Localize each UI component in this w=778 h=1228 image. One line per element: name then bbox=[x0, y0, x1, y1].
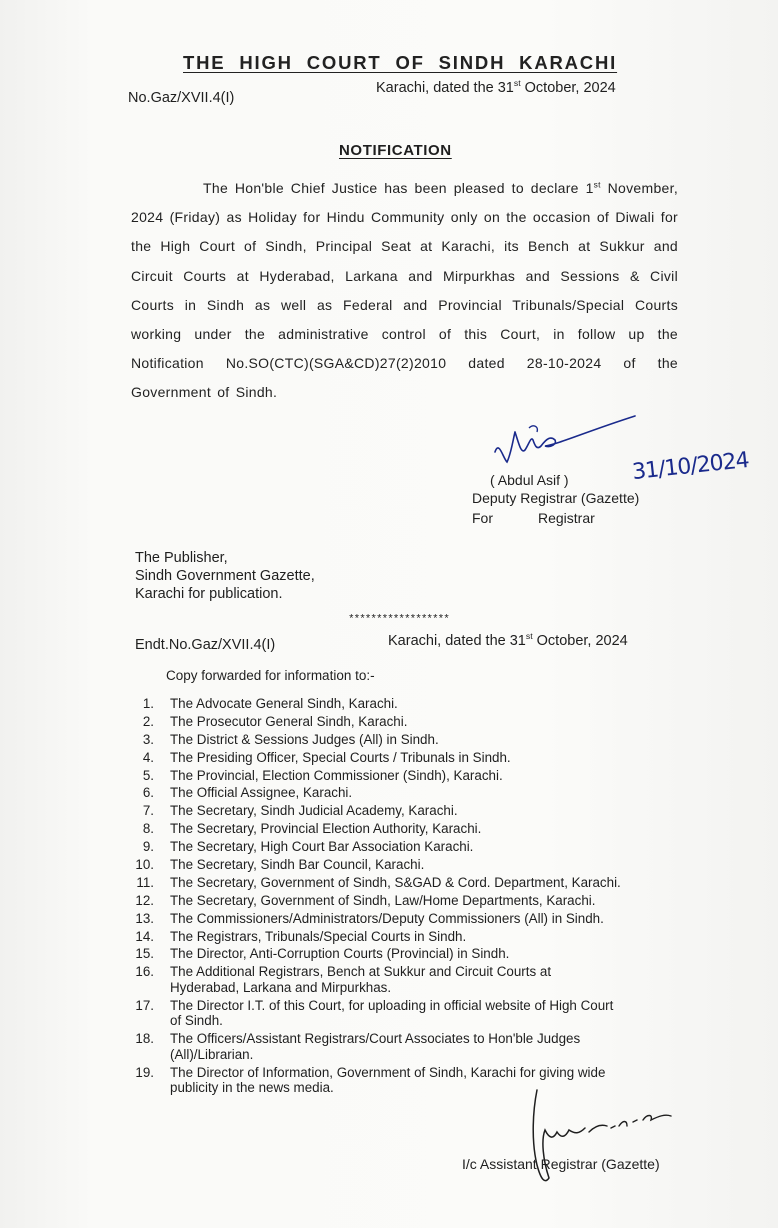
distribution-item-text: The Secretary, High Court Bar Association Karachi. bbox=[170, 839, 474, 855]
distribution-item-number: 5. bbox=[142, 767, 154, 783]
document-title: THE HIGH COURT OF SINDH KARACHI bbox=[183, 52, 618, 73]
distribution-item-text: The Secretary, Provincial Election Authority, Karachi. bbox=[170, 821, 482, 837]
signature-assistant-registrar bbox=[515, 1080, 685, 1190]
distribution-item-text: The Director of Information, Government of Sindh, Karachi for giving wide bbox=[170, 1064, 606, 1080]
distribution-item bbox=[134, 946, 621, 962]
distribution-item-number: 8. bbox=[142, 821, 154, 837]
distribution-item-text: The Director, Anti-Corruption Courts (Provincial) in Sindh. bbox=[170, 946, 510, 962]
distribution-item-number: 6. bbox=[142, 785, 154, 801]
distribution-item bbox=[134, 821, 621, 837]
distribution-item-number: 15. bbox=[135, 946, 154, 962]
distribution-item-text: The Secretary, Government of Sindh, S&GAD & Cord. Department, Karachi. bbox=[170, 874, 621, 890]
distribution-item bbox=[134, 911, 621, 927]
distribution-item bbox=[134, 768, 621, 784]
footer-designation: I/c Assistant Registrar (Gazette) bbox=[462, 1156, 660, 1172]
distribution-item-number: 11. bbox=[136, 874, 154, 890]
distribution-item bbox=[134, 785, 621, 801]
distribution-item bbox=[134, 803, 621, 819]
distribution-item-number: 10. bbox=[135, 857, 154, 873]
distribution-item-number: 17. bbox=[135, 997, 154, 1013]
distribution-item bbox=[134, 714, 621, 730]
distribution-item-number: 19. bbox=[135, 1064, 154, 1080]
distribution-item-number: 14. bbox=[135, 928, 154, 944]
distribution-item-text: The Secretary, Government of Sindh, Law/Home Departments, Karachi. bbox=[170, 892, 596, 908]
distribution-item bbox=[134, 839, 621, 855]
notification-heading: NOTIFICATION bbox=[339, 142, 452, 159]
distribution-item-text: The Provincial, Election Commissioner (Sindh), Karachi. bbox=[170, 767, 503, 783]
issue-date: Karachi, dated the 31st October, 2024 bbox=[376, 78, 616, 96]
signatory-name: ( Abdul Asif ) bbox=[490, 472, 569, 488]
distribution-item bbox=[134, 875, 621, 891]
distribution-item-text: The Official Assignee, Karachi. bbox=[170, 785, 353, 801]
separator-stars: ****************** bbox=[348, 614, 449, 626]
distribution-item bbox=[134, 732, 621, 748]
distribution-item-text: of Sindh. bbox=[170, 1013, 223, 1029]
signatory-designation: Deputy Registrar (Gazette) bbox=[472, 490, 640, 506]
distribution-item-text: Hyderabad, Larkana and Mirpurkhas. bbox=[170, 979, 392, 995]
notification-body: The Hon'ble Chief Justice has been pleased to declare 1st November, 2024 (Friday) as Holiday for Hindu Community only on the occasion of Diwali for the High Court of Sindh, Principal Seat at Karachi, its Bench at Sukkur and Circuit Courts at Hyderabad, Larkana and Mirpurkhas and Sessions & Civil Courts in Sindh as well as Federal and Provincial Tribunals/Special Courts working under the administrative control of this Court, in follow up the Notification No.SO(CTC)(SGA&CD)27(2)2010 dated 28-10-2024 of the Government of Sindh. bbox=[131, 179, 679, 401]
distribution-item-text: The Advocate General Sindh, Karachi. bbox=[170, 696, 398, 711]
distribution-item-text: The Commissioners/Administrators/Deputy Commissioners (All) in Sindh. bbox=[170, 910, 604, 926]
publisher-line-1: The Publisher, bbox=[135, 550, 228, 566]
distribution-list bbox=[134, 696, 621, 1098]
distribution-item-number: 1. bbox=[142, 696, 154, 711]
distribution-item-text: The Additional Registrars, Bench at Sukkur and Circuit Courts at bbox=[170, 964, 552, 980]
distribution-item-text: The Registrars, Tribunals/Special Courts in Sindh. bbox=[170, 928, 467, 944]
publisher-line-3: Karachi for publication. bbox=[135, 586, 283, 602]
distribution-item-text: The Secretary, Sindh Judicial Academy, Karachi. bbox=[170, 803, 458, 819]
distribution-item-text: The Secretary, Sindh Bar Council, Karachi. bbox=[170, 857, 425, 873]
distribution-item bbox=[134, 857, 621, 873]
distribution-item-number: 7. bbox=[142, 803, 154, 819]
distribution-item bbox=[134, 696, 621, 712]
distribution-item-number: 16. bbox=[135, 964, 154, 980]
distribution-item-text: The Presiding Officer, Special Courts / Tribunals in Sindh. bbox=[170, 749, 511, 765]
distribution-item bbox=[134, 750, 621, 766]
distribution-item-text: The Director I.T. of this Court, for uploading in official website of High Court bbox=[170, 997, 614, 1013]
distribution-item bbox=[134, 1031, 621, 1062]
signatory-for-name: Registrar bbox=[538, 510, 595, 526]
distribution-item bbox=[134, 964, 621, 995]
distribution-item bbox=[134, 893, 621, 909]
distribution-item-text: The District & Sessions Judges (All) in Sindh. bbox=[170, 731, 439, 747]
distribution-item-text: The Officers/Assistant Registrars/Court Associates to Hon'ble Judges bbox=[170, 1031, 581, 1047]
copy-forwarded-line: Copy forwarded for information to:- bbox=[166, 668, 375, 683]
signature-deputy-registrar bbox=[485, 410, 645, 474]
publisher-line-2: Sindh Government Gazette, bbox=[135, 568, 315, 584]
distribution-item-number: 13. bbox=[135, 910, 154, 926]
signatory-for-label: For bbox=[472, 510, 493, 526]
signature-handwritten-date: 31/10/2024 bbox=[631, 447, 750, 486]
distribution-item-text: (All)/Librarian. bbox=[170, 1046, 254, 1062]
endorsement-date: Karachi, dated the 31st October, 2024 bbox=[388, 631, 628, 649]
distribution-item bbox=[134, 998, 621, 1029]
endorsement-number: Endt.No.Gaz/XVII.4(I) bbox=[135, 637, 276, 653]
distribution-item-number: 18. bbox=[135, 1031, 154, 1047]
distribution-item-number: 9. bbox=[142, 839, 154, 855]
distribution-item-number: 2. bbox=[142, 713, 154, 729]
reference-number: No.Gaz/XVII.4(I) bbox=[128, 90, 235, 106]
distribution-item-text: publicity in the news media. bbox=[170, 1080, 334, 1096]
distribution-item-number: 4. bbox=[142, 749, 154, 765]
distribution-item-number: 3. bbox=[142, 731, 154, 747]
distribution-item-text: The Prosecutor General Sindh, Karachi. bbox=[170, 713, 408, 729]
distribution-item-number: 12. bbox=[135, 892, 154, 908]
distribution-item bbox=[134, 929, 621, 945]
